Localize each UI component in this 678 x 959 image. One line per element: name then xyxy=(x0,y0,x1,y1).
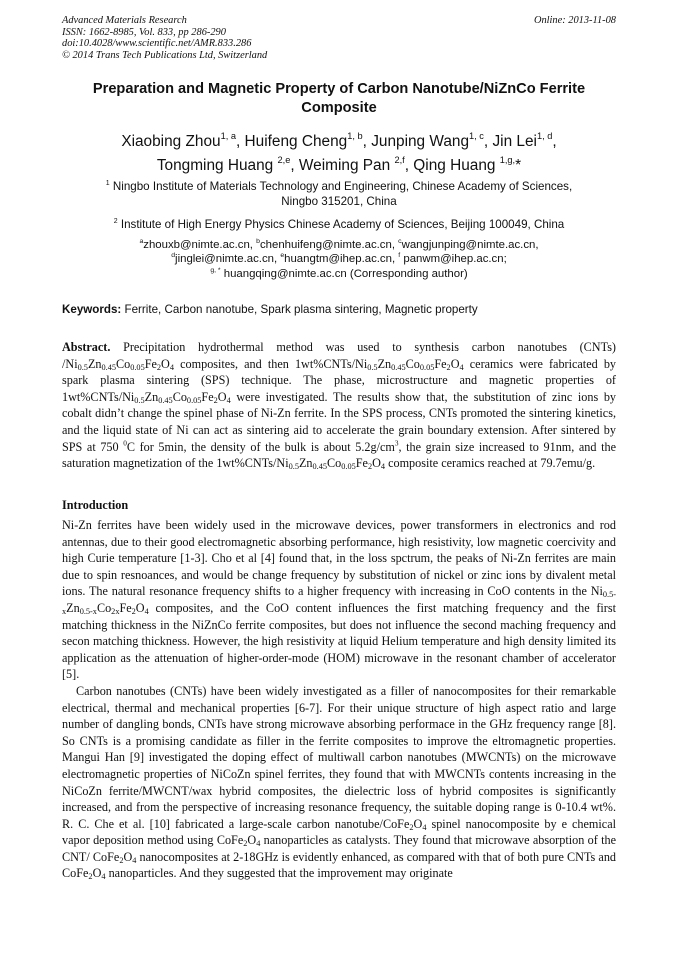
author: Huifeng Cheng$^{1, b}$ xyxy=(244,131,363,150)
author-list: Xiaobing Zhou$^{1, a}$, Huifeng Cheng$^{1, b}$, Junping Wang$^{1, c}$, Jin Lei$^{1, d}$, Tongming Huang $^{2,e}$, Weiming Pan $^{2,f}$, Qing Huang $^{1,g,}$* xyxy=(121,131,557,174)
journal-name: Advanced Materials Research xyxy=(62,15,187,26)
paragraph: Ni-Zn ferrites have been widely used in the microwave devices, power transformers in electronics and rod antennas, due to their good electromagnetic absorbing performance, high resistivity, low magnetic coercivity and high Curie temperature [1-3]. Cho et al [4] found that, in the loss spctrum, the peaks of Ni-Zn ferrites are main due to spin resnoances, and would be change frequency by substitution of nickel or zinc ions by divalent metal ions. The natural resonance frequency shifts to a higher frequency with increasing in CoO contents in the $Ni_{0.5-x}Zn_{0.5-x}Co_{2x}Fe_2O_4$ composites, and the CoO content influences the first matching frequency and the first matching thickness in the NiZnCo ferrite composites, but does not influence the second maching frequency and secon matching thickness. However, the high resistivity at liquid Helium temperature and high density limited its application as the attenuation of higher-order-mode (HOM) microwave in the resonant chamber of accelerator [5]. xyxy=(62,518,616,682)
affiliation-2: $^2$ Institute of High Energy Physics Chinese Academy of Sciences, Beijing 100049, China xyxy=(113,217,565,231)
author: Junping Wang$^{1, c}$ xyxy=(371,131,484,150)
keywords-text: Ferrite, Carbon nanotube, Spark plasma sintering, Magnetic property xyxy=(124,303,478,316)
author: Qing Huang $^{1,g,}$* xyxy=(413,155,522,174)
abstract: Abstract. Precipitation hydrothermal method was used to synthesis carbon nanotubes (CNTs) $/Ni_{0.5}Zn_{0.45}Co_{0.05}Fe_2O_4$ composites, and then $1wt\%CNTs/Ni_{0.5}Zn_{0.45}Co_{0.05}Fe_2O_4$ ceramics were fabricated by spark plasma sintering (SPS) technique. The phase, microstructure and magnetic properties of $1wt\%CNTs/Ni_{0.5}Zn_{0.45}Co_{0.05}Fe_2O_4$ were investigated. The results show that, the substitution of zinc ions by cobalt didn’t change the spinel phase of Ni-Zn ferrite. In the SPS process, CNTs promoted the sintering kinetics, and the liquid state of Ni can act as sintering aid to accelerate the grain boundary extension. After sintered by SPS at 750 $^0$C for 5min, the density of the bulk is about $5.2g/cm^3$, the grain size increased to 91nm, and the saturation magnetization of the $1wt\%CNTs/Ni_{0.5}Zn_{0.45}Co_{0.05}Fe_2O_4$ composite ceramics reached at 79.7emu/g. xyxy=(62,340,617,471)
paper-title: Preparation and Magnetic Property of Carbon Nanotube/NiZnCo Ferrite Composite xyxy=(92,81,586,116)
copyright-line: © 2014 Trans Tech Publications Ltd, Switzerland xyxy=(62,49,268,61)
issn-line: ISSN: 1662-8985, Vol. 833, pp 286-290 xyxy=(62,26,226,38)
affiliation-1: $^1$ Ningbo Institute of Materials Technology and Engineering, Chinese Academy of Sciences, Ningbo 315201, China xyxy=(105,179,573,208)
keywords-label: Keywords: xyxy=(62,303,122,316)
paragraph: Carbon nanotubes (CNTs) have been widely investigated as a filler of nanocomposites for their remarkable electrical, thermal and mechanical properties [6-7]. For their unique structure of high aspect ratio and large number of dangling bonds, CNTs have strong microwave absorbing performace in the GHz frequency range [8]. So CNTs is a promising candidate as filler in the ferrite composites to improve the eltromagnetic properties. Mangui Han [9] investigated the doping effect of multiwall carbon nanotubes (MWCNTs) on the microwave electromagnetic properties of NiCoZn spinel ferrites, they found that with MWCNTs contents increasing in the NiCoZn ferrite/MWCNT/wax hybrid composites, the dielectric loss of hybrid composites is significantly increased, and from the perspective of increasing resonance frequency, the suitable doping range is 0-10.4 wt%. R. C. Che et al. [10] fabricated a large-scale carbon nanotube/$CoFe_2O_4$ spinel nanocomposite by e chemical vapor deposition method using $CoFe_2O_4$ nanoparticles as catalysts. They found that microwave absorption of the CNT/ $CoFe_2O_4$ nanocomposites at 2-18GHz is evidently enhanced, as compared with that of both pure CNTs and $CoFe_2O_4$ nanoparticles. And they suggested that the improvement may originate xyxy=(62,683,617,882)
author: Jin Lei$^{1, d}$ xyxy=(492,131,553,150)
author: Tongming Huang $^{2,e}$ xyxy=(156,155,291,174)
section-heading-introduction: Introduction xyxy=(62,498,129,512)
author: Xiaobing Zhou$^{1, a}$ xyxy=(121,131,236,150)
author: Weiming Pan $^{2,f}$ xyxy=(298,155,405,174)
doi-line: doi:10.4028/www.scientific.net/AMR.833.286 xyxy=(62,38,252,50)
journal-header xyxy=(62,15,616,61)
author-emails: $^a$zhouxb@nimte.ac.cn, $^b$chenhuifeng@nimte.ac.cn, $^c$wangjunping@nimte.ac.cn, $^d$jinglei@nimte.ac.cn, $^e$huangtm@ihep.ac.cn, $^f$ panwm@ihep.ac.cn; $^{g, *}$ huangqing@nimte.ac.cn (Corresponding author) xyxy=(139,237,539,280)
introduction-body xyxy=(62,517,616,882)
abstract-label: Abstract. xyxy=(62,340,111,354)
keywords xyxy=(62,303,616,316)
online-date: Online: 2013-11-08 xyxy=(533,15,616,26)
